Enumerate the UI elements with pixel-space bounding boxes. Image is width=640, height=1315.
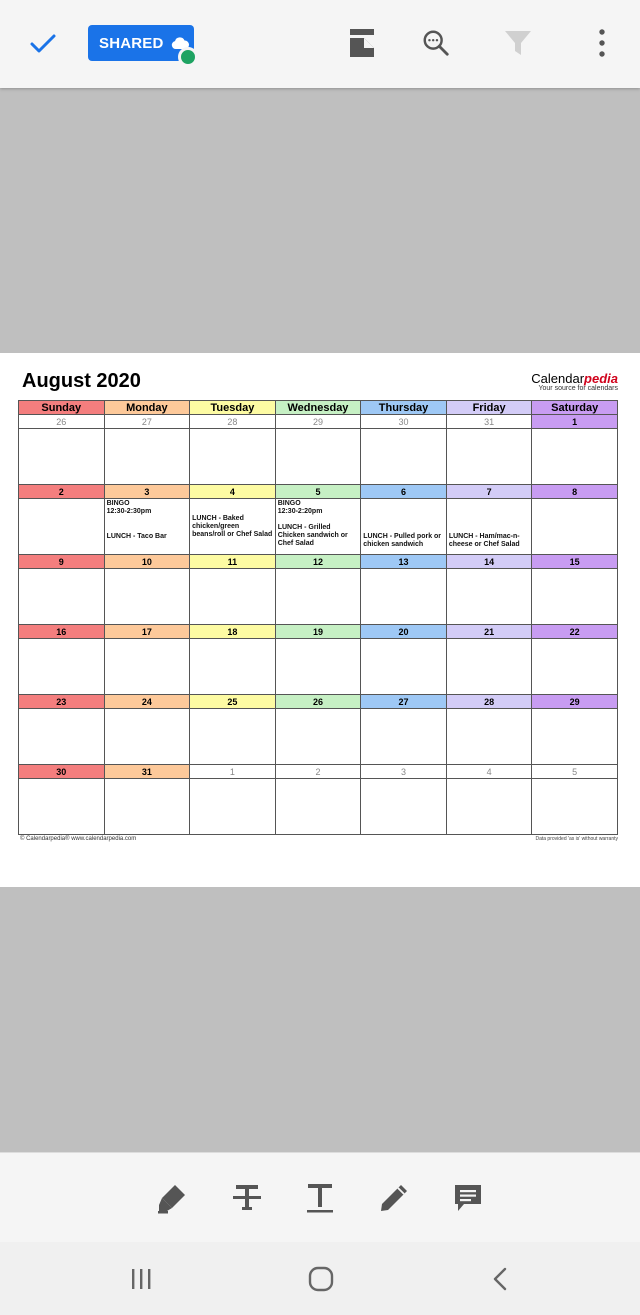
annotation-toolbar (0, 1152, 640, 1242)
day-cell[interactable] (190, 639, 276, 695)
week-notes-row (19, 639, 618, 695)
search-icon[interactable] (421, 26, 451, 60)
footer-copyright: © Calendarpedia® www.calendarpedia.com (20, 836, 137, 842)
day-cell[interactable] (19, 709, 105, 765)
day-cell[interactable] (275, 709, 361, 765)
week-number-row (19, 765, 618, 779)
home-icon[interactable] (306, 1264, 336, 1294)
calendar-title: August 2020 (22, 370, 141, 392)
date-number: 21 (446, 625, 532, 639)
strikethrough-icon[interactable] (230, 1181, 264, 1215)
date-number: 1 (190, 765, 276, 779)
date-number: 12 (275, 555, 361, 569)
date-number: 31 (104, 765, 190, 779)
footer-disclaimer: Data provided 'as is' without warranty (535, 836, 618, 842)
more-vert-icon[interactable] (587, 26, 617, 60)
date-number: 7 (446, 485, 532, 499)
date-number: 25 (190, 695, 276, 709)
day-cell[interactable] (446, 569, 532, 625)
day-cell[interactable] (361, 499, 447, 555)
date-number: 20 (361, 625, 447, 639)
day-cell[interactable] (275, 429, 361, 485)
brand-accent: pedia (584, 371, 618, 386)
date-number: 26 (275, 695, 361, 709)
date-number: 30 (361, 415, 447, 429)
date-number: 26 (19, 415, 105, 429)
week-notes-row (19, 499, 618, 555)
date-number: 4 (446, 765, 532, 779)
event-lunch: LUNCH - Grilled Chicken sandwich or Chef Salad (277, 524, 348, 547)
system-nav-bar (0, 1242, 640, 1315)
week-number-row (19, 415, 618, 429)
day-cell[interactable] (361, 429, 447, 485)
filter-icon (503, 26, 533, 60)
week-number-row (19, 695, 618, 709)
date-number: 6 (361, 485, 447, 499)
day-header-sunday: Sunday (19, 401, 105, 415)
date-number: 3 (361, 765, 447, 779)
date-number: 27 (361, 695, 447, 709)
date-number: 5 (275, 485, 361, 499)
day-cell[interactable] (532, 779, 618, 835)
day-cell[interactable] (19, 429, 105, 485)
event-lunch: LUNCH - Taco Bar (106, 533, 167, 540)
date-number: 28 (446, 695, 532, 709)
date-number: 31 (446, 415, 532, 429)
text-icon[interactable] (303, 1181, 337, 1215)
date-number: 8 (532, 485, 618, 499)
recents-icon[interactable] (126, 1264, 156, 1294)
date-number: 27 (104, 415, 190, 429)
day-cell[interactable] (275, 499, 361, 555)
day-cell[interactable] (104, 709, 190, 765)
date-number: 15 (532, 555, 618, 569)
week-number-row (19, 625, 618, 639)
day-cell[interactable] (19, 779, 105, 835)
day-cell[interactable] (104, 499, 190, 555)
day-cell[interactable] (532, 429, 618, 485)
week-number-row (19, 555, 618, 569)
date-number: 2 (275, 765, 361, 779)
day-cell[interactable] (275, 639, 361, 695)
date-number: 28 (190, 415, 276, 429)
day-cell[interactable] (19, 569, 105, 625)
date-number: 22 (532, 625, 618, 639)
date-number: 23 (19, 695, 105, 709)
date-number: 24 (104, 695, 190, 709)
back-icon[interactable] (486, 1264, 516, 1294)
brand-name: Calendar (531, 371, 585, 386)
date-number: 13 (361, 555, 447, 569)
date-number: 4 (190, 485, 276, 499)
date-number: 1 (532, 415, 618, 429)
date-number: 17 (104, 625, 190, 639)
date-number: 30 (19, 765, 105, 779)
date-number: 29 (532, 695, 618, 709)
day-header-friday: Friday (446, 401, 532, 415)
day-cell[interactable] (361, 779, 447, 835)
week-notes-row (19, 569, 618, 625)
week-number-row (19, 485, 618, 499)
top-toolbar (0, 0, 640, 88)
day-cell[interactable] (275, 779, 361, 835)
day-cell[interactable] (190, 499, 276, 555)
day-header-monday: Monday (104, 401, 190, 415)
day-cell[interactable] (446, 639, 532, 695)
day-cell[interactable] (104, 639, 190, 695)
document-page (0, 353, 640, 887)
day-cell[interactable] (104, 569, 190, 625)
day-cell[interactable] (532, 499, 618, 555)
day-cell[interactable] (446, 499, 532, 555)
day-header-thursday: Thursday (361, 401, 447, 415)
day-cell[interactable] (190, 429, 276, 485)
day-header-tuesday: Tuesday (190, 401, 276, 415)
day-cell[interactable] (446, 779, 532, 835)
event-lunch: LUNCH - Ham/mac-n-cheese or Chef Salad (448, 533, 520, 548)
date-number: 10 (104, 555, 190, 569)
day-cell[interactable] (361, 569, 447, 625)
brand-tagline: Your source for calendars (538, 385, 618, 392)
day-cell[interactable] (446, 709, 532, 765)
shared-label: SHARED (99, 34, 164, 52)
date-number: 16 (19, 625, 105, 639)
week-notes-row (19, 779, 618, 835)
day-cell[interactable] (361, 639, 447, 695)
event-lunch: LUNCH - Baked chicken/green beans/roll or Chef Salad (192, 515, 273, 538)
day-cell[interactable] (532, 639, 618, 695)
day-cell[interactable] (104, 429, 190, 485)
date-number: 5 (532, 765, 618, 779)
date-number: 3 (104, 485, 190, 499)
date-number: 11 (190, 555, 276, 569)
calendarpedia-logo (531, 372, 618, 393)
date-number: 9 (19, 555, 105, 569)
calendar-grid[interactable] (18, 400, 618, 835)
week-notes-row (19, 709, 618, 765)
day-cell[interactable] (361, 709, 447, 765)
event-bingo: BINGO 12:30-2:30pm (106, 500, 152, 515)
checkmark-icon[interactable] (28, 28, 58, 58)
day-cell[interactable] (532, 569, 618, 625)
pen-icon[interactable] (377, 1181, 411, 1215)
event-lunch: LUNCH - Pulled pork or chicken sandwich (363, 533, 442, 548)
day-cell[interactable] (19, 639, 105, 695)
day-cell[interactable] (190, 779, 276, 835)
date-number: 2 (19, 485, 105, 499)
day-cell[interactable] (446, 429, 532, 485)
day-cell[interactable] (532, 709, 618, 765)
date-number: 29 (275, 415, 361, 429)
highlighter-icon[interactable] (155, 1181, 189, 1215)
sync-status-dot (178, 47, 198, 67)
page-layout-icon[interactable] (347, 26, 377, 60)
day-cell[interactable] (275, 569, 361, 625)
day-cell[interactable] (104, 779, 190, 835)
day-header-wednesday: Wednesday (275, 401, 361, 415)
day-cell[interactable] (190, 709, 276, 765)
event-bingo: BINGO 12:30-2:20pm (277, 500, 323, 515)
week-notes-row (19, 429, 618, 485)
comment-icon[interactable] (451, 1181, 485, 1215)
day-header-saturday: Saturday (532, 401, 618, 415)
date-number: 18 (190, 625, 276, 639)
date-number: 14 (446, 555, 532, 569)
day-cell[interactable] (19, 499, 105, 555)
date-number: 19 (275, 625, 361, 639)
day-cell[interactable] (190, 569, 276, 625)
